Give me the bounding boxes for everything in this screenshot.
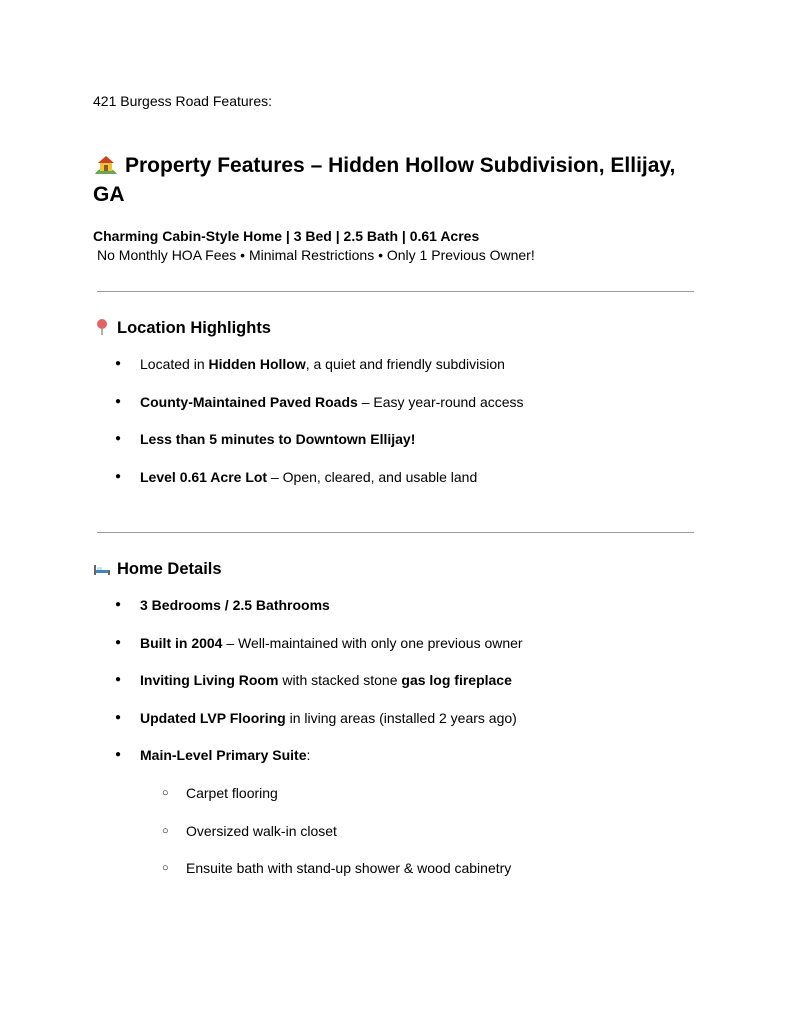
perks-line: No Monthly HOA Fees • Minimal Restrictions • Only 1 Previous Owner! (97, 247, 535, 263)
home-heading (93, 559, 222, 579)
location-heading-text: Location Highlights (117, 319, 271, 337)
bed-icon (93, 559, 111, 577)
divider (97, 291, 694, 292)
intro-line: 421 Burgess Road Features: (93, 93, 272, 109)
list-item: ● Built in 2004 – Well-maintained with only one previous owner (140, 634, 523, 652)
location-heading (93, 318, 271, 338)
list-item: ● Inviting Living Room with stacked stone gas log fireplace (140, 671, 512, 689)
divider (97, 532, 694, 533)
summary-line: Charming Cabin-Style Home | 3 Bed | 2.5 Bath | 0.61 Acres (93, 228, 480, 244)
page-title-text: Property Features – Hidden Hollow Subdivision, Ellijay, GA (93, 154, 676, 206)
list-item: ● Located in Hidden Hollow, a quiet and friendly subdivision (140, 355, 505, 373)
list-item: ● Level 0.61 Acre Lot – Open, cleared, and usable land (140, 468, 477, 486)
sub-list-item: ○ Carpet flooring (186, 784, 278, 802)
list-item: ● Updated LVP Flooring in living areas (installed 2 years ago) (140, 709, 517, 727)
pin-icon (93, 318, 111, 336)
list-item: ● 3 Bedrooms / 2.5 Bathrooms (140, 596, 330, 614)
sub-list-item: ○ Oversized walk-in closet (186, 822, 337, 840)
list-item: ● County-Maintained Paved Roads – Easy year-round access (140, 393, 524, 411)
list-item: ● Main-Level Primary Suite: (140, 746, 310, 764)
house-icon (93, 153, 119, 175)
page-title (93, 151, 693, 209)
sub-list-item: ○ Ensuite bath with stand-up shower & wood cabinetry (186, 859, 511, 877)
list-item: ● Less than 5 minutes to Downtown Ellijay! (140, 430, 415, 448)
home-heading-text: Home Details (117, 560, 222, 578)
